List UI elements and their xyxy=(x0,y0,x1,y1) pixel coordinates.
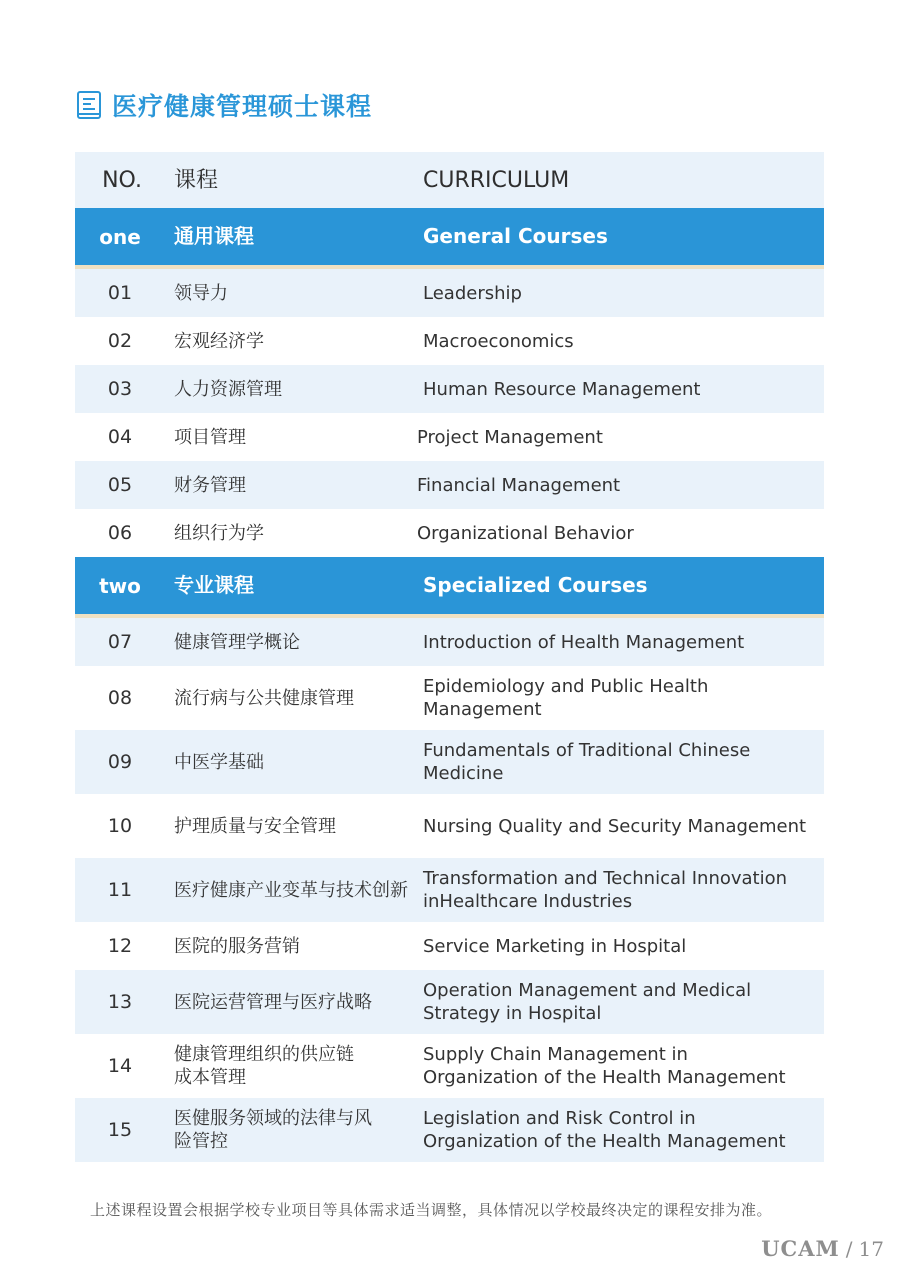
table-header-row xyxy=(75,152,824,208)
course-name-en-line: Supply Chain Management in xyxy=(423,1044,688,1065)
course-name-zh xyxy=(165,879,423,902)
course-name-zh-line: 宏观经济学 xyxy=(174,330,264,352)
course-number: 10 xyxy=(107,815,133,837)
course-name-zh xyxy=(165,815,423,838)
document-icon xyxy=(76,90,102,120)
course-name-en xyxy=(423,935,824,958)
table-row xyxy=(75,1034,824,1098)
course-name-zh xyxy=(165,751,423,774)
table-row xyxy=(75,922,824,970)
table-row xyxy=(75,365,824,413)
table-row xyxy=(75,794,824,858)
course-name-en-line: Operation Management and Medical xyxy=(423,980,752,1001)
course-name-en-line: Service Marketing in Hospital xyxy=(423,935,687,957)
course-name-zh xyxy=(165,1043,423,1089)
course-number: 14 xyxy=(107,1055,133,1077)
course-name-zh-line: 成本管理 xyxy=(174,1067,246,1088)
header-no: NO. xyxy=(102,167,142,193)
course-name-zh-line: 医院的服务营销 xyxy=(174,935,300,957)
brand-logo-text: UCAM xyxy=(761,1236,840,1261)
course-name-zh-line: 项目管理 xyxy=(174,426,246,448)
curriculum-table xyxy=(75,152,824,1162)
course-number: 06 xyxy=(107,522,133,544)
table-row xyxy=(75,413,824,461)
course-name-en-line: Fundamentals of Traditional Chinese xyxy=(423,740,751,761)
course-name-en xyxy=(423,979,824,1025)
course-name-zh xyxy=(165,522,423,545)
course-name-zh xyxy=(165,330,423,353)
course-name-zh-line: 医院运营管理与医疗战略 xyxy=(174,991,372,1013)
section-title-en: Specialized Courses xyxy=(423,573,648,597)
course-name-zh-line: 流行病与公共健康管理 xyxy=(174,687,354,709)
course-name-en-line: Legislation and Risk Control in xyxy=(423,1108,696,1129)
table-row xyxy=(75,1098,824,1162)
course-name-zh xyxy=(165,935,423,958)
course-name-en xyxy=(417,474,824,497)
course-name-en-line: Transformation and Technical Innovation xyxy=(423,868,788,889)
course-number: 05 xyxy=(107,474,133,496)
course-name-en xyxy=(423,631,824,654)
course-name-en-line: Leadership xyxy=(423,282,522,304)
course-number: 04 xyxy=(107,426,133,448)
course-name-zh-line: 健康管理学概论 xyxy=(174,631,300,653)
course-name-en xyxy=(423,1043,824,1089)
header-curriculum-en: CURRICULUM xyxy=(423,167,570,193)
footnote: 上述课程设置会根据学校专业项目等具体需求适当调整，具体情况以学校最终决定的课程安排为准。 xyxy=(90,1201,773,1219)
course-name-en-line: Financial Management xyxy=(417,474,621,496)
header-course-zh: 课程 xyxy=(174,167,219,193)
course-name-en-line: Epidemiology and Public Health xyxy=(423,676,709,697)
section-number: two xyxy=(99,573,141,598)
course-name-en-line: Macroeconomics xyxy=(423,330,574,352)
course-number: 12 xyxy=(107,935,133,957)
course-number: 15 xyxy=(107,1119,133,1141)
course-name-en-line: Management xyxy=(423,699,542,720)
course-name-zh xyxy=(165,631,423,654)
course-name-zh-line: 财务管理 xyxy=(174,474,246,496)
table-row xyxy=(75,970,824,1034)
section-title-zh: 通用课程 xyxy=(174,224,254,248)
course-name-en xyxy=(417,522,824,545)
course-number: 11 xyxy=(107,879,133,901)
course-name-en-line: Human Resource Management xyxy=(423,378,701,400)
course-name-zh xyxy=(165,426,423,449)
course-name-zh-line: 护理质量与安全管理 xyxy=(174,815,336,837)
table-row xyxy=(75,858,824,922)
page-title: 医疗健康管理硕士课程 xyxy=(112,92,373,121)
table-row xyxy=(75,509,824,557)
page-separator: / xyxy=(845,1237,853,1261)
course-name-en xyxy=(423,378,824,401)
section-number: one xyxy=(99,224,141,249)
course-name-en-line: Introduction of Health Management xyxy=(423,631,745,653)
table-row xyxy=(75,618,824,666)
course-name-zh-line: 人力资源管理 xyxy=(174,378,282,400)
course-name-en xyxy=(423,675,824,721)
course-name-en xyxy=(423,330,824,353)
table-row xyxy=(75,317,824,365)
page-title-block xyxy=(76,88,372,122)
course-name-en-line: Strategy in Hospital xyxy=(423,1003,602,1024)
course-name-en xyxy=(423,1107,824,1153)
course-number: 03 xyxy=(107,378,133,400)
course-name-zh-line: 险管控 xyxy=(174,1131,228,1152)
course-number: 09 xyxy=(107,751,133,773)
course-name-en-line: inHealthcare Industries xyxy=(423,891,633,912)
course-name-zh-line: 组织行为学 xyxy=(174,522,264,544)
course-name-en xyxy=(423,815,824,838)
course-name-zh-line: 领导力 xyxy=(174,282,228,304)
section-title-en: General Courses xyxy=(423,224,608,248)
course-name-en-line: Organization of the Health Management xyxy=(423,1067,786,1088)
section-header-row xyxy=(75,557,824,618)
course-name-en-line: Project Management xyxy=(417,426,603,448)
section-header-row xyxy=(75,208,824,269)
course-name-zh-line: 中医学基础 xyxy=(174,751,264,773)
course-name-en-line: Medicine xyxy=(423,763,504,784)
course-name-en xyxy=(423,282,824,305)
course-name-en xyxy=(417,426,824,449)
course-name-zh xyxy=(165,282,423,305)
page-footer xyxy=(761,1236,884,1262)
course-name-zh xyxy=(165,687,423,710)
course-name-zh xyxy=(165,378,423,401)
course-number: 13 xyxy=(107,991,133,1013)
table-row xyxy=(75,730,824,794)
course-name-zh xyxy=(165,991,423,1014)
table-row xyxy=(75,666,824,730)
course-number: 07 xyxy=(107,631,133,653)
page-number: 17 xyxy=(858,1237,884,1261)
course-name-en-line: Organizational Behavior xyxy=(417,522,634,544)
course-number: 02 xyxy=(107,330,133,352)
table-row xyxy=(75,461,824,509)
course-number: 01 xyxy=(107,282,133,304)
course-name-en xyxy=(423,867,824,913)
table-row xyxy=(75,269,824,317)
section-title-zh: 专业课程 xyxy=(174,573,254,597)
course-name-zh-line: 医疗健康产业变革与技术创新 xyxy=(174,879,408,901)
course-name-zh-line: 医健服务领域的法律与风 xyxy=(174,1108,372,1129)
course-name-zh-line: 健康管理组织的供应链 xyxy=(174,1044,354,1065)
course-number: 08 xyxy=(107,687,133,709)
course-name-zh xyxy=(165,1107,423,1153)
course-name-en xyxy=(423,739,824,785)
course-name-en-line: Organization of the Health Management xyxy=(423,1131,786,1152)
course-name-en-line: Nursing Quality and Security Management xyxy=(423,815,807,837)
course-name-zh xyxy=(165,474,423,497)
table-body xyxy=(75,208,824,1162)
